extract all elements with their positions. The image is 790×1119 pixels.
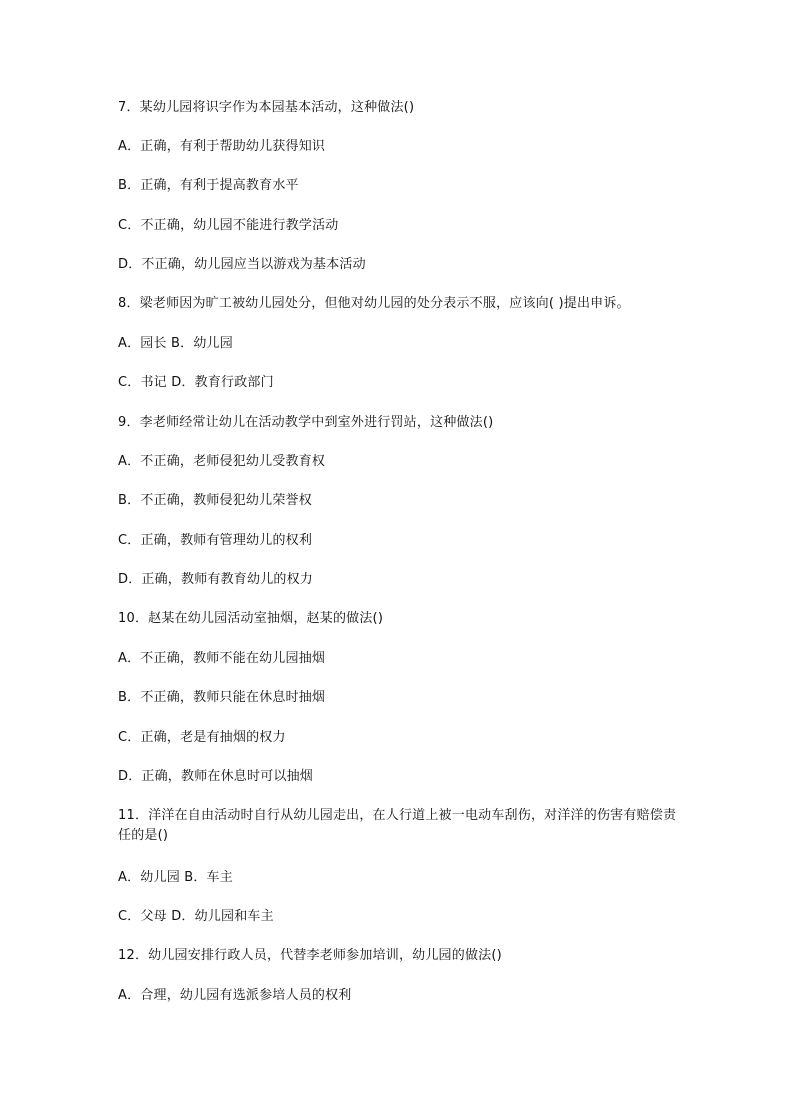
question-10-option-b: B．不正确，教师只能在休息时抽烟 bbox=[118, 690, 326, 705]
question-9-option-c: C．正确，教师有管理幼儿的权利 bbox=[118, 533, 313, 548]
question-7: 7．某幼儿园将识字作为本园基本活动，这种做法() bbox=[118, 100, 415, 115]
question-12-option-a: A．合理，幼儿园有选派参培人员的权利 bbox=[118, 988, 352, 1003]
question-7-option-d: D．不正确，幼儿园应当以游戏为基本活动 bbox=[118, 257, 366, 272]
question-9: 9．李老师经常让幼儿在活动教学中到室外进行罚站，这种做法() bbox=[118, 415, 494, 430]
question-7-option-a: A．正确，有利于帮助幼儿获得知识 bbox=[118, 139, 326, 154]
question-9-option-d: D．正确，教师有教育幼儿的权力 bbox=[118, 572, 314, 587]
question-8-options-cd: C．书记 D．教育行政部门 bbox=[118, 375, 274, 390]
question-7-option-b: B．正确，有利于提高教育水平 bbox=[118, 178, 299, 193]
question-10-option-a: A．不正确，教师不能在幼儿园抽烟 bbox=[118, 651, 326, 666]
question-9-option-b: B．不正确，教师侵犯幼儿荣誉权 bbox=[118, 493, 312, 508]
question-11: 11．洋洋在自由活动时自行从幼儿园走出，在人行道上被一电动车刮伤，对洋洋的伤害有赔偿责任的是() bbox=[118, 808, 677, 843]
question-12: 12．幼儿园安排行政人员，代替李老师参加培训，幼儿园的做法() bbox=[118, 948, 502, 963]
question-10-option-c: C．正确，老是有抽烟的权力 bbox=[118, 730, 286, 745]
question-11-options-cd: C．父母 D．幼儿园和车主 bbox=[118, 909, 274, 924]
question-7-option-c: C．不正确，幼儿园不能进行教学活动 bbox=[118, 218, 339, 233]
question-8: 8．梁老师因为旷工被幼儿园处分，但他对幼儿园的处分表示不服，应该向( )提出申诉。 bbox=[118, 296, 630, 311]
question-8-options-ab: A．园长 B．幼儿园 bbox=[118, 336, 233, 351]
question-10-option-d: D．正确，教师在休息时可以抽烟 bbox=[118, 769, 314, 784]
question-11-options-ab: A．幼儿园 B．车主 bbox=[118, 870, 233, 885]
question-9-option-a: A．不正确，老师侵犯幼儿受教育权 bbox=[118, 454, 326, 469]
question-10: 10．赵某在幼儿园活动室抽烟，赵某的做法() bbox=[118, 611, 384, 626]
